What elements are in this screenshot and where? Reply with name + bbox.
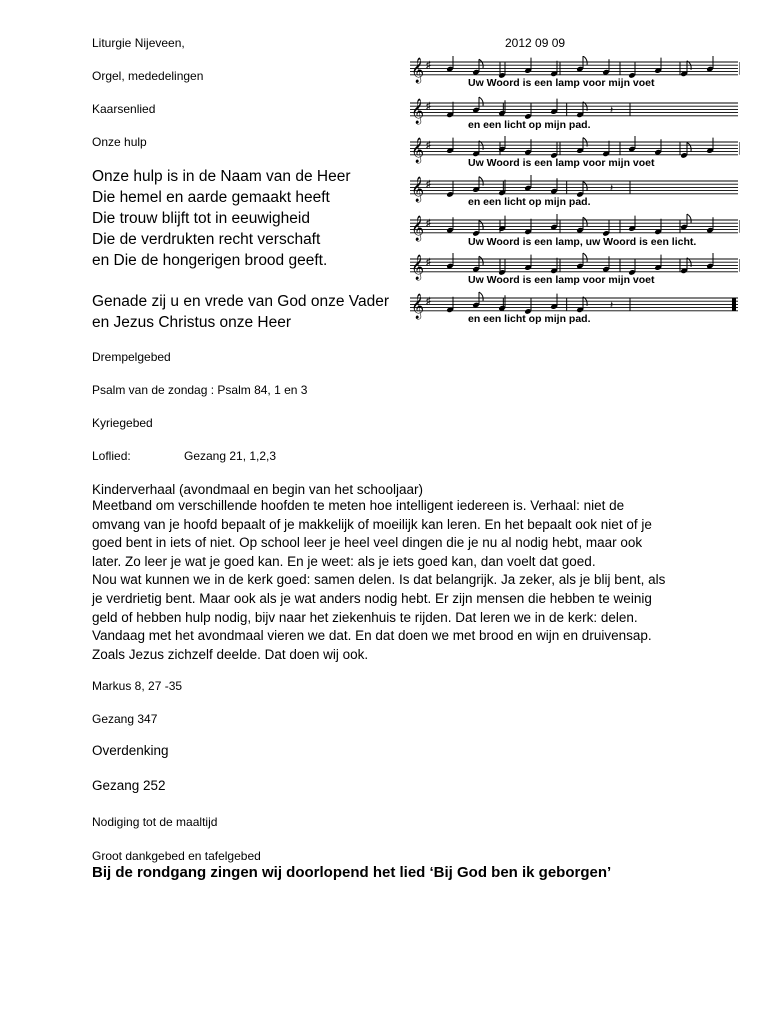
- item-markus: Markus 8, 27 -35: [92, 679, 183, 693]
- svg-text:𝄞: 𝄞: [411, 137, 425, 162]
- item-kyriegebed: Kyriegebed: [92, 416, 153, 430]
- music-system: [410, 292, 738, 325]
- document-title: Liturgie Nijeveen,: [92, 36, 185, 50]
- votum-text: [92, 166, 350, 271]
- item-gezang-347: Gezang 347: [92, 712, 158, 726]
- music-lyric-line: Uw Woord is een lamp voor mijn voet: [468, 274, 655, 286]
- svg-text:♯: ♯: [426, 140, 431, 151]
- svg-text:𝄞: 𝄞: [411, 254, 425, 279]
- music-system: [410, 214, 740, 248]
- svg-text:♯: ♯: [426, 296, 431, 307]
- document-date: 2012 09 09: [505, 36, 566, 50]
- item-orgel: Orgel, mededelingen: [92, 69, 204, 83]
- story-line: later. Zo leer je wat je goed kan. En je weet: als je iets goed kan, dan voelt dat goed.: [92, 553, 596, 569]
- groet-line: Genade zij u en vrede van God onze Vader: [92, 293, 389, 310]
- item-kaarsenlied: Kaarsenlied: [92, 102, 156, 116]
- story-line: Nou wat kunnen we in de kerk goed: samen delen. Is dat belangrijk. Ja zeker, als je blij bent, als: [92, 572, 666, 588]
- music-system: [410, 56, 740, 89]
- svg-text:𝄞: 𝄞: [411, 176, 425, 201]
- svg-text:♯: ♯: [426, 60, 431, 71]
- svg-text:𝄽: 𝄽: [610, 105, 614, 116]
- story-line: geld of hebben hulp nodig, bijv naar het ziekenhuis te rijden. Dat leren we in de kerk: delen.: [92, 609, 638, 625]
- item-dankgebed: Groot dankgebed en tafelgebed: [92, 849, 261, 863]
- item-onze-hulp: Onze hulp: [92, 135, 147, 149]
- svg-text:𝄞: 𝄞: [411, 57, 425, 82]
- groet-line: en Jezus Christus onze Heer: [92, 314, 292, 331]
- item-overdenking: Overdenking: [92, 743, 169, 758]
- story-paragraph: [92, 497, 732, 664]
- svg-text:♯: ♯: [426, 218, 431, 229]
- music-score-image: [410, 56, 740, 336]
- story-line: Zoals Jezus zichzelf deelde. Dat doen wij ook.: [92, 646, 369, 662]
- groet-text: [92, 291, 389, 333]
- music-lyric-line: en een licht op mijn pad.: [468, 313, 591, 325]
- item-rondgang: Bij de rondgang zingen wij doorlopend het lied ‘Bij God ben ik geborgen’: [92, 864, 612, 881]
- item-drempelgebed: Drempelgebed: [92, 350, 171, 364]
- svg-text:♯: ♯: [426, 101, 431, 112]
- music-lyric-line: en een licht op mijn pad.: [468, 196, 591, 208]
- music-system: [410, 253, 740, 286]
- story-line: omvang van je hoofd bepaalt of je makkelijk of moeilijk kan leren. En het bepaalt ook niet of je: [92, 516, 652, 532]
- music-lyric-line: Uw Woord is een lamp, uw Woord is een licht.: [468, 236, 697, 248]
- votum-line: en Die de hongerigen brood geeft.: [92, 252, 328, 269]
- votum-line: Die trouw blijft tot in eeuwigheid: [92, 210, 310, 227]
- music-lyric-line: Uw Woord is een lamp voor mijn voet: [468, 157, 655, 169]
- votum-line: Die hemel en aarde gemaakt heeft: [92, 189, 330, 206]
- music-lyric-line: en een licht op mijn pad.: [468, 119, 591, 131]
- item-kinderverhaal: Kinderverhaal (avondmaal en begin van het schooljaar): [92, 482, 423, 497]
- svg-text:𝄽: 𝄽: [610, 183, 614, 194]
- svg-text:𝄞: 𝄞: [411, 215, 425, 240]
- story-line: je verdrietig bent. Maar ook als je wat anders nodig hebt. Er zijn mensen die hebben te weinig: [92, 590, 652, 606]
- svg-text:𝄞: 𝄞: [411, 293, 425, 318]
- votum-line: Onze hulp is in de Naam van de Heer: [92, 168, 351, 185]
- svg-text:𝄞: 𝄞: [411, 98, 425, 123]
- svg-text:♯: ♯: [426, 257, 431, 268]
- story-line: Meetband om verschillende hoofden te meten hoe intelligent iedereen is. Verhaal: niet de: [92, 498, 625, 513]
- item-gezang-252: Gezang 252: [92, 778, 166, 793]
- music-lyric-line: Uw Woord is een lamp voor mijn voet: [468, 77, 655, 89]
- music-system: [410, 97, 738, 131]
- story-line: goed bent in iets of niet. Op school leer je heel veel dingen die je nu al nodig hebt, maar ook: [92, 535, 643, 551]
- votum-line: Die de verdrukten recht verschaft: [92, 231, 321, 248]
- item-nodiging: Nodiging tot de maaltijd: [92, 815, 218, 829]
- music-system: [410, 136, 740, 169]
- item-loflied-label: Loflied:: [92, 449, 131, 463]
- item-psalm: Psalm van de zondag : Psalm 84, 1 en 3: [92, 383, 308, 397]
- svg-text:♯: ♯: [426, 179, 431, 190]
- music-system: [410, 175, 738, 208]
- item-loflied-value: Gezang 21, 1,2,3: [184, 449, 277, 463]
- story-line: Vandaag met het avondmaal vieren we dat. En dat doen we met brood en wijn en druivensap.: [92, 628, 652, 644]
- svg-text:𝄽: 𝄽: [610, 300, 614, 311]
